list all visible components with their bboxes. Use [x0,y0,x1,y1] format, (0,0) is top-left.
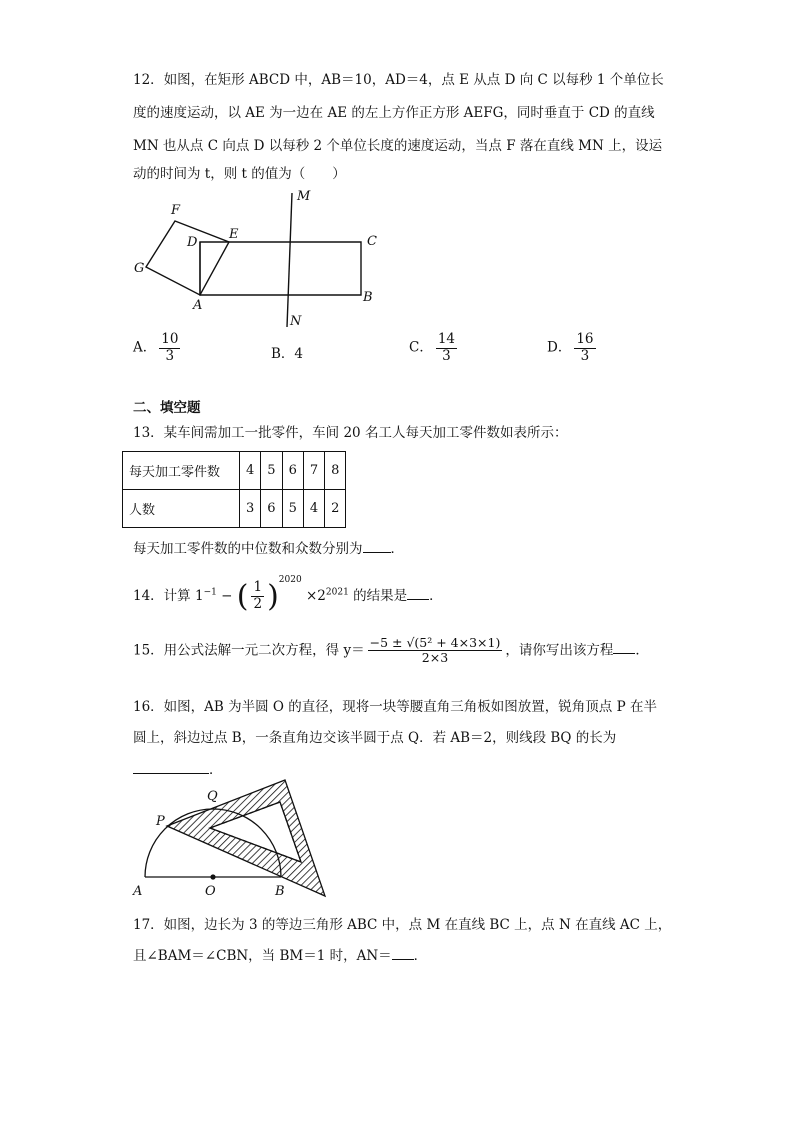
table-cell: 6 [261,490,282,528]
label-e: E [229,227,239,242]
answer-blank[interactable] [363,540,391,553]
label-g: G [134,261,145,276]
label-f: F [171,203,181,218]
q14-text: 14．计算 $1^{-1}$ − ( $\frac{1}{2}$ )$^{2020} \times 2^{2021}$ 的结果是 ． [133,575,443,614]
answer-blank[interactable] [392,947,414,960]
table-cell: 4 [240,452,261,490]
label-o: O [205,884,216,899]
q12-option-d: D． $\frac{16}{3}$ [547,331,594,364]
label-b: B [363,290,373,305]
q17-line2: 且∠BAM＝∠CBN，当 BM＝1 时，AN＝ ． [133,948,428,964]
q12-line2: 度的速度运动，以 AE 为一边在 AE 的左上方作正方形 AEFG，同时垂直于 CD 的直线 [133,105,655,121]
q12-line3: MN 也从点 C 向点 D 以每秒 2 个单位长度的速度运动，当点 F 落在直线 MN 上，设运 [133,138,663,154]
table-cell: 6 [282,452,303,490]
q17-line1: 17．如图，边长为 3 的等边三角形 ABC 中，点 M 在直线 BC 上，点 N 在直线 AC 上， [133,917,672,933]
label-m: M [297,189,311,204]
label-a: A [133,884,143,899]
label-c: C [367,234,377,249]
table-row [123,490,346,528]
q13-table [122,451,346,528]
table-row [123,452,346,490]
label-b: B [275,884,285,899]
q12-line4: 动的时间为 t，则 t 的值为（ ） [133,166,346,182]
answer-blank[interactable] [407,587,429,600]
label-d: D [187,235,198,250]
label-q: Q [207,789,218,804]
table-header: 每天加工零件数 [123,452,240,490]
q12-figure [125,185,395,335]
q12-option-b: B．4 [271,346,304,362]
q13-after: 每天加工零件数的中位数和众数分别为 ． [133,541,404,557]
line-mn [287,193,292,327]
q12-option-c: C． $\frac{14}{3}$ [409,331,456,364]
triangle-ruler [167,780,325,896]
table-cell: 4 [303,490,324,528]
table-cell: 8 [325,452,346,490]
q15-text: 15．用公式法解一元二次方程，得 y＝ $\frac{\text{−5 ± √(5² + 4×3×1)}}{2\times 3}$ ，请你写出该方程 ． [133,635,649,666]
table-cell: 5 [261,452,282,490]
section-title: 二、填空题 [133,400,201,416]
q16-blank-row: ． [133,758,223,778]
q13-text: 13．某车间需加工一批零件，车间 20 名工人每天加工零件数如表所示： [133,425,568,441]
center-o [210,874,215,879]
answer-blank[interactable] [613,641,635,654]
q12-option-a: A． $\frac{10}{3}$ [133,331,179,364]
q16-line1: 16．如图，AB 为半圆 O 的直径，现将一块等腰直角三角板如图放置，锐角顶点 P 在半 [133,699,657,715]
label-n: N [290,314,302,329]
table-cell: 5 [282,490,303,528]
table-cell: 7 [303,452,324,490]
square-aefg [146,221,229,295]
label-a: A [193,298,203,313]
q16-line2: 圆上，斜边过点 B，一条直角边交该半圆于点 Q．若 AB＝2，则线段 BQ 的长为 [133,730,617,746]
table-cell: 3 [240,490,261,528]
q12-line1: 12．如图，在矩形 ABCD 中，AB＝10，AD＝4，点 E 从点 D 向 C 以每秒 1 个单位长 [133,72,664,88]
label-p: P [156,814,165,829]
answer-blank[interactable] [133,761,209,774]
table-cell: 2 [325,490,346,528]
table-header: 人数 [123,490,240,528]
q16-figure [125,778,340,900]
